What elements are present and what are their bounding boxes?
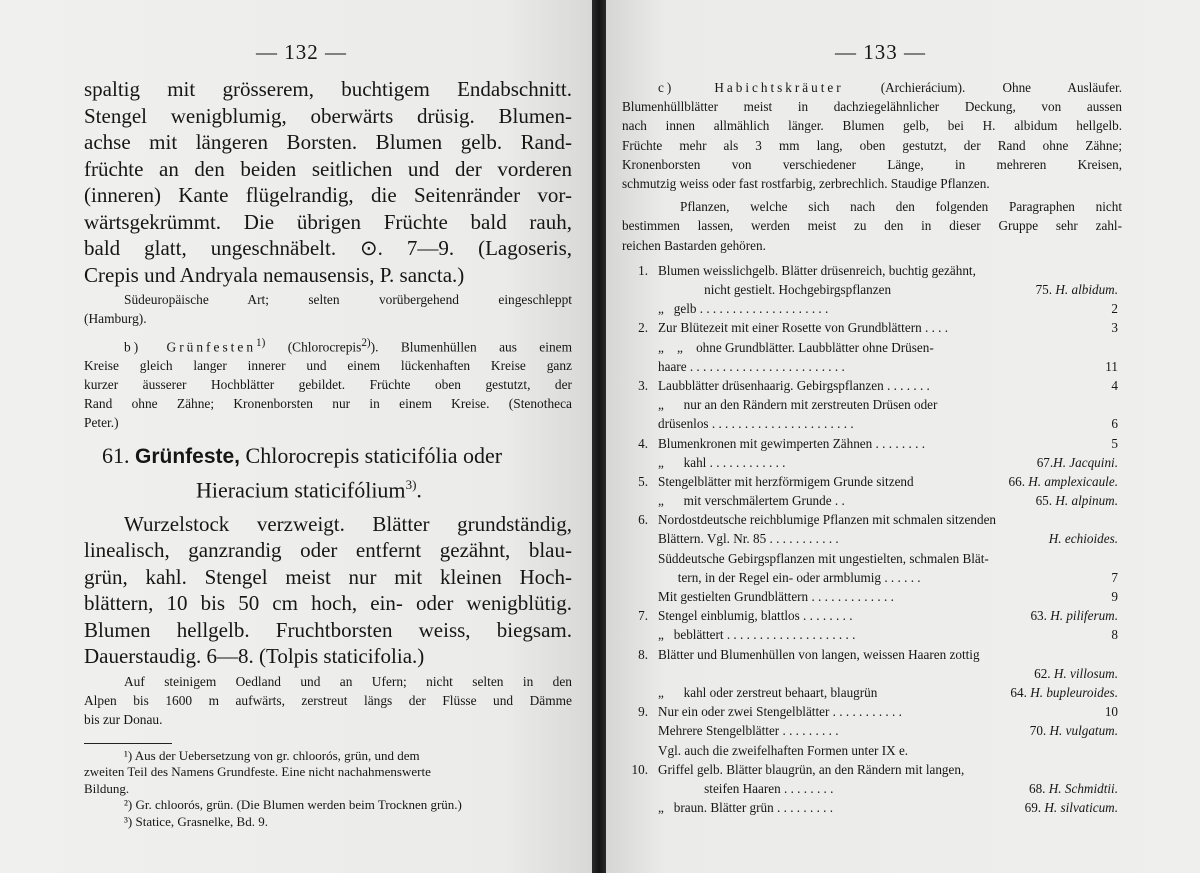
key-text: Griffel gelb. Blätter blaugrün, an den Rändern mit langen, [658, 761, 965, 777]
key-target: 63. H. piliferum. [1030, 608, 1118, 624]
key-text: Blumenkronen mit gewimperten Zähnen . . . . . . . . [658, 435, 925, 451]
key-target: 9 [1111, 589, 1118, 605]
key-text: steifen Haaren . . . . . . . . [658, 780, 834, 796]
text-line: bald glatt, ungeschnäbelt. ⊙. 7—9. (Lagoseris, [84, 236, 572, 260]
section-c-label: c) Habichtskräuter [658, 80, 844, 95]
key-target: 3 [1111, 320, 1118, 336]
text-line: Stengel wenigblumig, oberwärts drüsig. Blumen- [84, 103, 572, 128]
section-b-rest: ). Blumenhüllen aus einem [370, 339, 573, 355]
key-row [622, 568, 1122, 587]
text-line: früchte an den beiden seitlichen und der vorderen [84, 156, 572, 181]
key-target: 66. H. amplexicaule. [1008, 473, 1118, 489]
key-row [622, 645, 1122, 664]
text-line: achse mit längeren Borsten. Blumen gelb. Rand- [84, 130, 572, 154]
distribution-note [84, 290, 572, 328]
page-number: — 132 — [256, 40, 347, 64]
key-text: Süddeutsche Gebirgspflanzen mit ungestielten, schmalen Blät- [658, 550, 989, 566]
key-target: 11 [1105, 358, 1118, 374]
text-line: bestimmen lassen, werden meist zu den in dieser Gruppe sehr zahl- [622, 218, 1122, 234]
key-target: 70. H. vulgatum. [1029, 723, 1118, 739]
key-target: 10 [1104, 704, 1118, 720]
key-text: Laubblätter drüsenhaarig. Gebirgspflanzen . . . . . . . [658, 377, 930, 393]
key-row [622, 510, 1122, 529]
habitat-note [84, 672, 572, 729]
key-text: drüsenlos . . . . . . . . . . . . . . . . . . . . . . [658, 416, 854, 432]
text-line: Kreise gleich langer innerer und einem lückenhaften Kreise ganz [84, 358, 572, 374]
section-b-label: b) Grünfesten [124, 339, 257, 355]
key-row [622, 376, 1122, 395]
text-line: Blumen hellgelb. Fruchtborsten weiss, biegsam. [84, 617, 572, 642]
key-row [622, 299, 1122, 318]
species-description [84, 511, 572, 670]
footnote-divider [84, 743, 172, 744]
footnote: ²) Gr. chloorós, grün. (Die Blumen werden beim Trocknen grün.) [124, 797, 462, 813]
key-number: 6. [638, 512, 648, 528]
key-text: Blättern. Vgl. Nr. 85 . . . . . . . . . . . [658, 531, 839, 547]
key-row [622, 453, 1122, 472]
key-text: „ mit verschmälertem Grunde . . [658, 493, 845, 509]
key-row [622, 472, 1122, 491]
section-b-paragraph [84, 334, 572, 432]
text-line: Blumenhüllblätter meist in dachziegelähnlicher Deckung, von aussen [622, 99, 1122, 115]
text-line: Alpen bis 1600 m aufwärts, zerstreut längs der Flüsse und Dämme [84, 692, 572, 708]
key-target: 62. H. villosum. [1034, 665, 1118, 681]
key-number: 3. [638, 377, 648, 393]
footnote-ref: 1) [256, 337, 266, 349]
key-row [622, 760, 1122, 779]
text-line: Pflanzen, welche sich nach den folgenden Paragraphen nicht [680, 199, 1122, 215]
key-row [622, 414, 1122, 433]
section-c-paragraph [622, 78, 1122, 193]
key-text: tern, in der Regel ein- oder armblumig . . . . . . [658, 569, 921, 585]
text-line: kurzer äusserer Hochblätter gebildet. Früchte oben gestutzt, der [84, 377, 572, 393]
key-row [622, 491, 1122, 510]
section-b-heading [84, 334, 572, 356]
key-row [622, 664, 1122, 683]
species-heading [84, 442, 572, 504]
key-text: „ braun. Blätter grün . . . . . . . . . [658, 800, 834, 816]
key-number: 7. [638, 608, 648, 624]
text-line: Peter.) [84, 415, 119, 431]
key-number: 10. [631, 761, 648, 777]
text-line: (inneren) Kante flügelrandig, die Seitenränder vor- [84, 183, 572, 207]
text-line: blättern, 10 bis 50 cm hoch, ein- oder wenigblütig. [84, 591, 572, 616]
text-line: schmutzig weiss oder fast rostfarbig, zerbrechlich. Staudige Pflanzen. [622, 176, 990, 192]
key-text: Blumen weisslichgelb. Blätter drüsenreich, buchtig gezähnt, [658, 262, 976, 278]
key-target: 8 [1111, 627, 1118, 643]
key-row [622, 357, 1122, 376]
key-row [622, 683, 1122, 702]
key-row [622, 587, 1122, 606]
text-line: linealisch, ganzrandig oder entfernt gezähnt, blau- [84, 538, 572, 563]
right-text-column [622, 78, 1122, 817]
section-c-heading [622, 78, 1122, 97]
key-row [622, 721, 1122, 740]
key-number: 1. [638, 262, 648, 278]
footnote: ¹) Aus der Uebersetzung von gr. chloorós, grün, und dem [124, 747, 420, 763]
book-gutter [592, 0, 606, 873]
key-text: haare . . . . . . . . . . . . . . . . . . . . . . . . [658, 358, 845, 374]
key-text: Blätter und Blumenhüllen von langen, weissen Haaren zottig [658, 646, 980, 662]
key-row [622, 434, 1122, 453]
key-text: „ beblättert . . . . . . . . . . . . . . . . . . . . [658, 627, 856, 643]
species-title-end: . [416, 477, 422, 503]
text-line: Wurzelstock verzweigt. Blätter grundständig, [124, 511, 572, 536]
key-target: 6 [1111, 416, 1118, 432]
footnote: zweiten Teil des Namens Grundfeste. Eine nicht nachahmenswerte [84, 764, 431, 780]
key-text: Mehrere Stengelblätter . . . . . . . . . [658, 723, 839, 739]
left-text-column [84, 76, 572, 830]
text-line: spaltig mit grösserem, buchtigem Endabschnitt. [84, 77, 572, 101]
footnote: Bildung. [84, 780, 130, 796]
key-target: 68. H. Schmidtii. [1028, 780, 1118, 796]
key-target: 65. H. alpinum. [1035, 493, 1118, 509]
footnote-ref: 2) [361, 337, 371, 349]
page-number: — 133 — [835, 40, 926, 64]
species-name: Grünfeste, [135, 445, 241, 469]
footnotes [84, 748, 572, 831]
key-text: „ kahl oder zerstreut behaart, blaugrün [658, 684, 878, 700]
key-row [622, 606, 1122, 625]
plants-note [622, 197, 1122, 255]
left-page [0, 0, 592, 873]
species-title-cont: Hieracium staticifólium [196, 477, 406, 503]
key-text: nicht gestielt. Hochgebirgspflanzen [658, 282, 892, 298]
key-number: 9. [638, 704, 648, 720]
key-row [622, 625, 1122, 644]
text-line: grün, kahl. Stengel meist nur mit kleinen Hoch- [84, 564, 572, 589]
key-number: 2. [638, 320, 648, 336]
key-text: Nur ein oder zwei Stengelblätter . . . . . . . . . . . [658, 704, 902, 720]
text-line: (Hamburg). [84, 311, 147, 326]
species-title: Chlorocrepis staticifólia oder [245, 443, 503, 469]
text-line: Auf steinigem Oedland und an Ufern; nicht selten in den [124, 673, 572, 689]
text-line: Crepis und Andryala nemausensis, P. sancta.) [84, 262, 465, 287]
text-line: Rand ohne Zähne; Kronenborsten nur in einem Kreise. (Stenotheca [84, 396, 572, 412]
key-row [622, 779, 1122, 798]
key-text: Stengel einblumig, blattlos . . . . . . . . [658, 608, 853, 624]
text-line: Südeuropäische Art; selten vorübergehend eingeschleppt [124, 292, 572, 307]
key-text: Nordostdeutsche reichblumige Pflanzen mit schmalen sitzenden [658, 512, 997, 528]
key-text: „ nur an den Rändern mit zerstreuten Drüsen oder [658, 397, 938, 413]
key-target: H. echioides. [1048, 531, 1118, 547]
footnote: ³) Statice, Grasnelke, Bd. 9. [124, 813, 268, 829]
key-target: 69. H. silvaticum. [1024, 800, 1118, 816]
text-line: reichen Bastarden gehören. [622, 237, 766, 253]
key-number: 8. [638, 646, 648, 662]
text-line: wärtsgekrümmt. Die übrigen Früchte bald rauh, [84, 209, 572, 234]
key-row [622, 261, 1122, 280]
key-target: 5 [1111, 435, 1118, 451]
species-number: 61. [102, 443, 130, 469]
key-target: 4 [1111, 377, 1118, 393]
section-b-paren: (Chlorocrepis [265, 339, 362, 355]
key-text: „ „ ohne Grundblätter. Laubblätter ohne Drüsen- [658, 339, 934, 355]
footnote-ref: 3) [405, 477, 417, 493]
text-line: bis zur Donau. [84, 711, 163, 727]
key-text: Mit gestielten Grundblättern . . . . . . . . . . . . . [658, 589, 894, 605]
key-row [622, 529, 1122, 548]
key-row [622, 338, 1122, 357]
text-line: Dauerstaudig. 6—8. (Tolpis staticifolia.) [84, 644, 425, 669]
key-number: 4. [638, 435, 648, 451]
continued-description [84, 76, 572, 288]
key-row [622, 549, 1122, 568]
key-row [622, 280, 1122, 299]
key-row [622, 318, 1122, 337]
key-target: 2 [1111, 301, 1118, 317]
identification-key [622, 261, 1122, 817]
key-target: 75. H. albidum. [1035, 282, 1118, 298]
key-text: „ gelb . . . . . . . . . . . . . . . . . . . . [658, 301, 829, 317]
section-c-first: (Archierácium). Ohne Ausläufer. [843, 80, 1122, 95]
key-target: 7 [1111, 569, 1118, 585]
key-target: 64. H. bupleuroides. [1010, 684, 1118, 700]
key-text: Zur Blütezeit mit einer Rosette von Grundblättern . . . . [658, 320, 949, 336]
key-row [622, 741, 1122, 760]
text-line: Früchte mehr als 3 mm lang, oben gestutzt, der Rand ohne Zähne; [622, 137, 1122, 153]
key-text: Vgl. auch die zweifelhaften Formen unter IX e. [658, 742, 909, 758]
key-target: 67.H. Jacquini. [1036, 454, 1118, 470]
key-row [622, 395, 1122, 414]
text-line: Kronenborsten von verschiedener Länge, in mehreren Kreisen, [622, 156, 1122, 172]
key-row [622, 798, 1122, 817]
key-text: „ kahl . . . . . . . . . . . . [658, 454, 786, 470]
key-number: 5. [638, 473, 648, 489]
text-line: nach innen allmählich länger. Blumen gelb, bei H. albidum hellgelb. [622, 118, 1122, 134]
key-text: Stengelblätter mit herzförmigem Grunde sitzend [658, 473, 914, 489]
right-page [606, 0, 1200, 873]
key-row [622, 702, 1122, 721]
